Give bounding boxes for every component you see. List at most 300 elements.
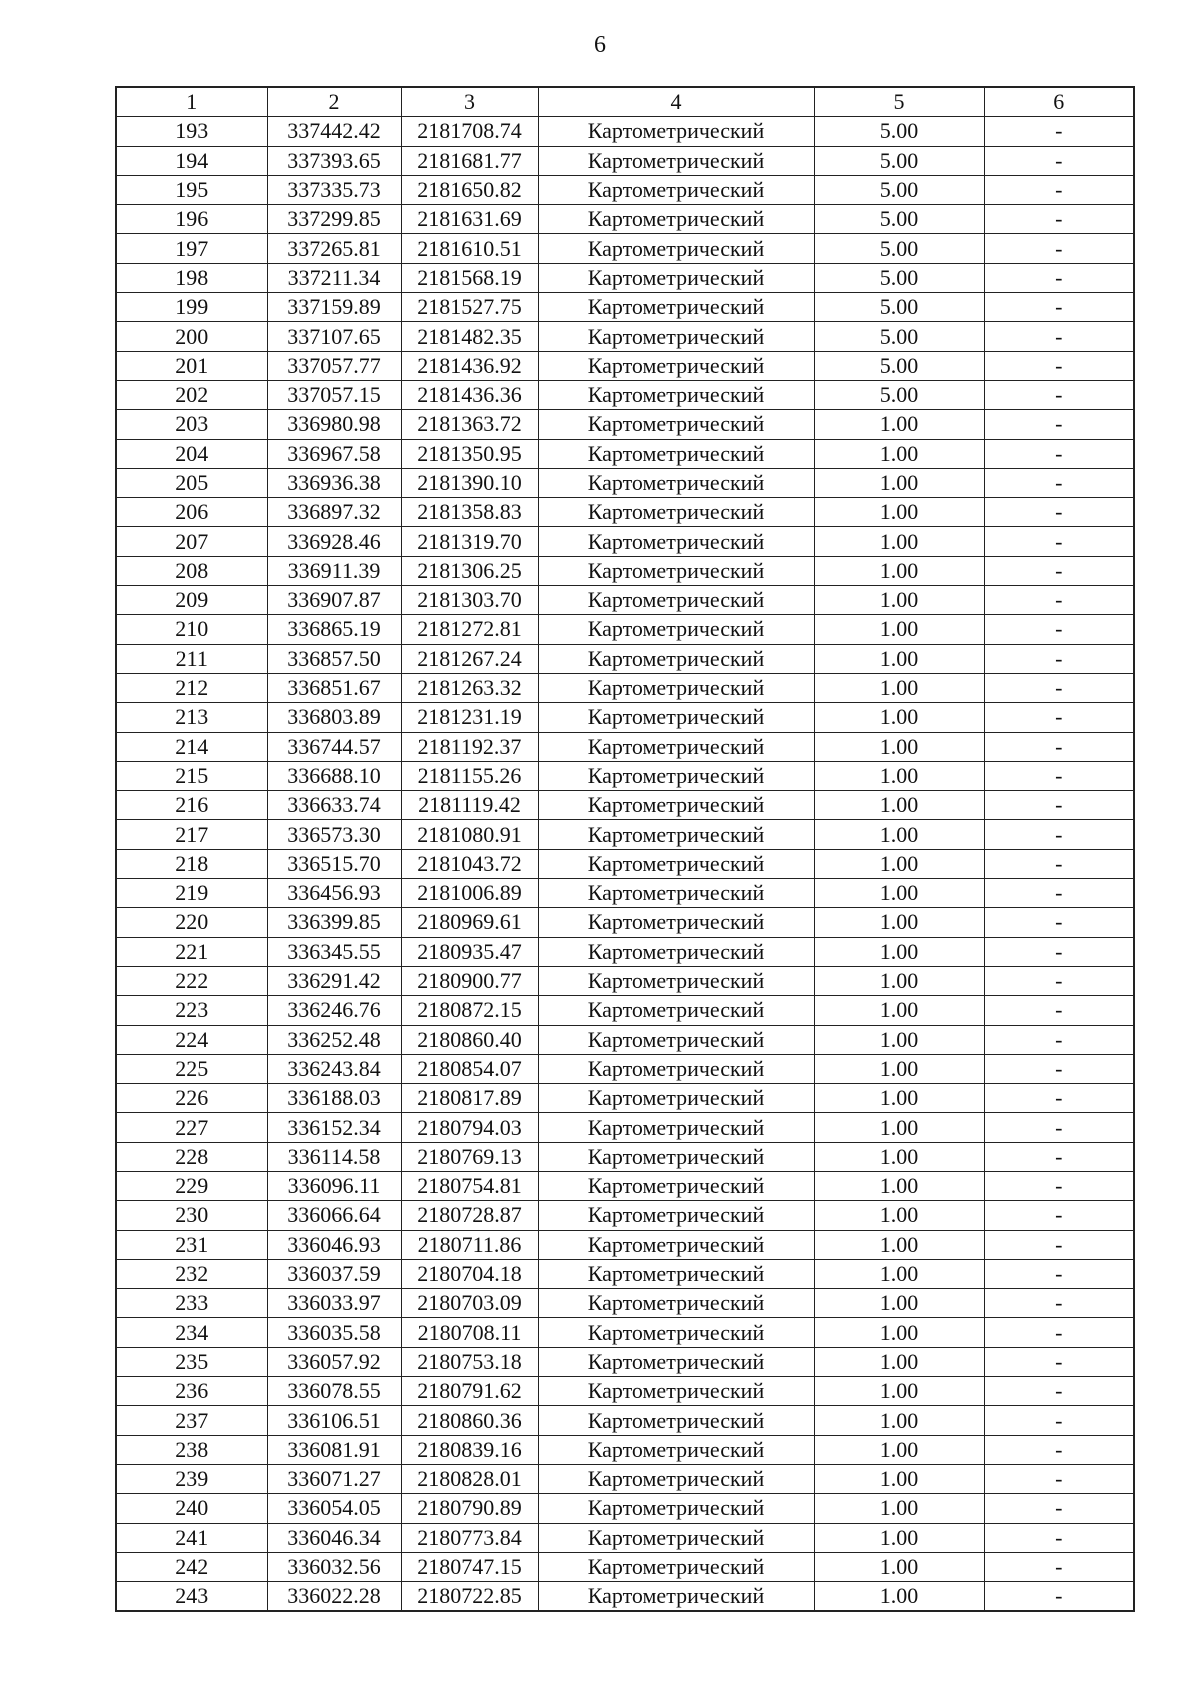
point-number-cell: 210	[116, 615, 267, 644]
method-cell: Картометрический	[538, 966, 814, 995]
method-cell: Картометрический	[538, 1582, 814, 1612]
x-coordinate-cell: 337211.34	[267, 263, 401, 292]
method-cell: Картометрический	[538, 1113, 814, 1142]
y-coordinate-cell: 2180754.81	[401, 1171, 538, 1200]
x-coordinate-cell: 336688.10	[267, 761, 401, 790]
method-cell: Картометрический	[538, 498, 814, 527]
table-row	[116, 1289, 1134, 1318]
point-number-cell: 235	[116, 1347, 267, 1376]
x-coordinate-cell: 336032.56	[267, 1552, 401, 1581]
accuracy-cell: 1.00	[814, 1113, 984, 1142]
accuracy-cell: 5.00	[814, 263, 984, 292]
y-coordinate-cell: 2181080.91	[401, 820, 538, 849]
point-number-cell: 224	[116, 1025, 267, 1054]
method-cell: Картометрический	[538, 849, 814, 878]
column-header-2: 2	[267, 87, 401, 117]
accuracy-cell: 1.00	[814, 410, 984, 439]
note-cell: -	[984, 615, 1134, 644]
point-number-cell: 242	[116, 1552, 267, 1581]
table-row	[116, 1347, 1134, 1376]
method-cell: Картометрический	[538, 1142, 814, 1171]
table-row	[116, 849, 1134, 878]
note-cell: -	[984, 1406, 1134, 1435]
table-row	[116, 468, 1134, 497]
y-coordinate-cell: 2180828.01	[401, 1464, 538, 1493]
accuracy-cell: 1.00	[814, 644, 984, 673]
coordinates-table	[115, 86, 1135, 1612]
y-coordinate-cell: 2181306.25	[401, 556, 538, 585]
accuracy-cell: 1.00	[814, 966, 984, 995]
note-cell: -	[984, 146, 1134, 175]
note-cell: -	[984, 586, 1134, 615]
note-cell: -	[984, 849, 1134, 878]
x-coordinate-cell: 336633.74	[267, 791, 401, 820]
table-row	[116, 380, 1134, 409]
table-row	[116, 820, 1134, 849]
accuracy-cell: 1.00	[814, 439, 984, 468]
y-coordinate-cell: 2181155.26	[401, 761, 538, 790]
table-row	[116, 498, 1134, 527]
y-coordinate-cell: 2180708.11	[401, 1318, 538, 1347]
point-number-cell: 233	[116, 1289, 267, 1318]
note-cell: -	[984, 908, 1134, 937]
method-cell: Картометрический	[538, 1084, 814, 1113]
y-coordinate-cell: 2181119.42	[401, 791, 538, 820]
note-cell: -	[984, 322, 1134, 351]
point-number-cell: 195	[116, 175, 267, 204]
accuracy-cell: 1.00	[814, 1230, 984, 1259]
x-coordinate-cell: 336033.97	[267, 1289, 401, 1318]
method-cell: Картометрический	[538, 996, 814, 1025]
note-cell: -	[984, 1171, 1134, 1200]
note-cell: -	[984, 820, 1134, 849]
x-coordinate-cell: 336037.59	[267, 1259, 401, 1288]
table-row	[116, 966, 1134, 995]
note-cell: -	[984, 293, 1134, 322]
x-coordinate-cell: 336897.32	[267, 498, 401, 527]
table-row	[116, 586, 1134, 615]
accuracy-cell: 1.00	[814, 1084, 984, 1113]
point-number-cell: 217	[116, 820, 267, 849]
accuracy-cell: 1.00	[814, 498, 984, 527]
note-cell: -	[984, 1552, 1134, 1581]
point-number-cell: 203	[116, 410, 267, 439]
x-coordinate-cell: 336911.39	[267, 556, 401, 585]
note-cell: -	[984, 673, 1134, 702]
table-row	[116, 1259, 1134, 1288]
x-coordinate-cell: 336066.64	[267, 1201, 401, 1230]
note-cell: -	[984, 1435, 1134, 1464]
method-cell: Картометрический	[538, 234, 814, 263]
y-coordinate-cell: 2181267.24	[401, 644, 538, 673]
note-cell: -	[984, 1113, 1134, 1142]
x-coordinate-cell: 337159.89	[267, 293, 401, 322]
y-coordinate-cell: 2180860.40	[401, 1025, 538, 1054]
y-coordinate-cell: 2180794.03	[401, 1113, 538, 1142]
y-coordinate-cell: 2180711.86	[401, 1230, 538, 1259]
method-cell: Картометрический	[538, 1347, 814, 1376]
x-coordinate-cell: 337442.42	[267, 117, 401, 146]
point-number-cell: 216	[116, 791, 267, 820]
point-number-cell: 218	[116, 849, 267, 878]
accuracy-cell: 1.00	[814, 586, 984, 615]
accuracy-cell: 5.00	[814, 175, 984, 204]
table-row	[116, 1523, 1134, 1552]
x-coordinate-cell: 336114.58	[267, 1142, 401, 1171]
point-number-cell: 220	[116, 908, 267, 937]
y-coordinate-cell: 2180900.77	[401, 966, 538, 995]
point-number-cell: 196	[116, 205, 267, 234]
accuracy-cell: 5.00	[814, 380, 984, 409]
point-number-cell: 208	[116, 556, 267, 585]
point-number-cell: 213	[116, 703, 267, 732]
accuracy-cell: 1.00	[814, 820, 984, 849]
table-row	[116, 293, 1134, 322]
table-row	[116, 1464, 1134, 1493]
accuracy-cell: 5.00	[814, 322, 984, 351]
note-cell: -	[984, 234, 1134, 263]
y-coordinate-cell: 2181263.32	[401, 673, 538, 702]
accuracy-cell: 1.00	[814, 1406, 984, 1435]
point-number-cell: 199	[116, 293, 267, 322]
method-cell: Картометрический	[538, 703, 814, 732]
x-coordinate-cell: 336054.05	[267, 1494, 401, 1523]
table-row	[116, 1054, 1134, 1083]
y-coordinate-cell: 2180704.18	[401, 1259, 538, 1288]
table-row	[116, 351, 1134, 380]
point-number-cell: 200	[116, 322, 267, 351]
y-coordinate-cell: 2180839.16	[401, 1435, 538, 1464]
y-coordinate-cell: 2180935.47	[401, 937, 538, 966]
method-cell: Картометрический	[538, 1494, 814, 1523]
y-coordinate-cell: 2180860.36	[401, 1406, 538, 1435]
method-cell: Картометрический	[538, 263, 814, 292]
x-coordinate-cell: 337265.81	[267, 234, 401, 263]
table-row	[116, 410, 1134, 439]
y-coordinate-cell: 2180791.62	[401, 1377, 538, 1406]
x-coordinate-cell: 336046.93	[267, 1230, 401, 1259]
table-row	[116, 439, 1134, 468]
accuracy-cell: 5.00	[814, 117, 984, 146]
method-cell: Картометрический	[538, 410, 814, 439]
accuracy-cell: 1.00	[814, 996, 984, 1025]
point-number-cell: 198	[116, 263, 267, 292]
y-coordinate-cell: 2181390.10	[401, 468, 538, 497]
accuracy-cell: 1.00	[814, 849, 984, 878]
x-coordinate-cell: 336152.34	[267, 1113, 401, 1142]
x-coordinate-cell: 336803.89	[267, 703, 401, 732]
accuracy-cell: 1.00	[814, 1552, 984, 1581]
x-coordinate-cell: 336865.19	[267, 615, 401, 644]
x-coordinate-cell: 336243.84	[267, 1054, 401, 1083]
accuracy-cell: 1.00	[814, 1494, 984, 1523]
accuracy-cell: 1.00	[814, 879, 984, 908]
point-number-cell: 201	[116, 351, 267, 380]
table-row	[116, 644, 1134, 673]
y-coordinate-cell: 2180817.89	[401, 1084, 538, 1113]
note-cell: -	[984, 1318, 1134, 1347]
y-coordinate-cell: 2180790.89	[401, 1494, 538, 1523]
point-number-cell: 202	[116, 380, 267, 409]
x-coordinate-cell: 336057.92	[267, 1347, 401, 1376]
x-coordinate-cell: 336096.11	[267, 1171, 401, 1200]
method-cell: Картометрический	[538, 1259, 814, 1288]
table-row	[116, 234, 1134, 263]
method-cell: Картометрический	[538, 1377, 814, 1406]
column-header-5: 5	[814, 87, 984, 117]
accuracy-cell: 1.00	[814, 1582, 984, 1612]
x-coordinate-cell: 336857.50	[267, 644, 401, 673]
note-cell: -	[984, 1054, 1134, 1083]
method-cell: Картометрический	[538, 1523, 814, 1552]
note-cell: -	[984, 527, 1134, 556]
y-coordinate-cell: 2180703.09	[401, 1289, 538, 1318]
accuracy-cell: 1.00	[814, 615, 984, 644]
table-row	[116, 1171, 1134, 1200]
method-cell: Картометрический	[538, 761, 814, 790]
y-coordinate-cell: 2180728.87	[401, 1201, 538, 1230]
note-cell: -	[984, 117, 1134, 146]
note-cell: -	[984, 263, 1134, 292]
point-number-cell: 214	[116, 732, 267, 761]
point-number-cell: 237	[116, 1406, 267, 1435]
point-number-cell: 205	[116, 468, 267, 497]
x-coordinate-cell: 336936.38	[267, 468, 401, 497]
x-coordinate-cell: 337335.73	[267, 175, 401, 204]
x-coordinate-cell: 337057.15	[267, 380, 401, 409]
table-row	[116, 1084, 1134, 1113]
note-cell: -	[984, 439, 1134, 468]
accuracy-cell: 1.00	[814, 1142, 984, 1171]
method-cell: Картометрический	[538, 820, 814, 849]
y-coordinate-cell: 2181436.36	[401, 380, 538, 409]
accuracy-cell: 1.00	[814, 1054, 984, 1083]
note-cell: -	[984, 996, 1134, 1025]
method-cell: Картометрический	[538, 1171, 814, 1200]
table-row	[116, 615, 1134, 644]
table-row	[116, 1494, 1134, 1523]
point-number-cell: 207	[116, 527, 267, 556]
note-cell: -	[984, 1523, 1134, 1552]
method-cell: Картометрический	[538, 644, 814, 673]
accuracy-cell: 1.00	[814, 1171, 984, 1200]
table-row	[116, 205, 1134, 234]
x-coordinate-cell: 336022.28	[267, 1582, 401, 1612]
point-number-cell: 234	[116, 1318, 267, 1347]
note-cell: -	[984, 966, 1134, 995]
y-coordinate-cell: 2181350.95	[401, 439, 538, 468]
point-number-cell: 227	[116, 1113, 267, 1142]
note-cell: -	[984, 703, 1134, 732]
point-number-cell: 197	[116, 234, 267, 263]
y-coordinate-cell: 2180722.85	[401, 1582, 538, 1612]
x-coordinate-cell: 336081.91	[267, 1435, 401, 1464]
accuracy-cell: 1.00	[814, 1318, 984, 1347]
x-coordinate-cell: 336456.93	[267, 879, 401, 908]
accuracy-cell: 5.00	[814, 234, 984, 263]
accuracy-cell: 5.00	[814, 205, 984, 234]
x-coordinate-cell: 336291.42	[267, 966, 401, 995]
accuracy-cell: 1.00	[814, 1259, 984, 1288]
point-number-cell: 223	[116, 996, 267, 1025]
y-coordinate-cell: 2181568.19	[401, 263, 538, 292]
table-row	[116, 1552, 1134, 1581]
point-number-cell: 231	[116, 1230, 267, 1259]
accuracy-cell: 1.00	[814, 556, 984, 585]
table-row	[116, 1406, 1134, 1435]
x-coordinate-cell: 336515.70	[267, 849, 401, 878]
table-row	[116, 703, 1134, 732]
table-row	[116, 879, 1134, 908]
accuracy-cell: 1.00	[814, 1025, 984, 1054]
method-cell: Картометрический	[538, 527, 814, 556]
method-cell: Картометрический	[538, 293, 814, 322]
method-cell: Картометрический	[538, 146, 814, 175]
point-number-cell: 209	[116, 586, 267, 615]
table-row	[116, 1230, 1134, 1259]
column-header-3: 3	[401, 87, 538, 117]
method-cell: Картометрический	[538, 673, 814, 702]
method-cell: Картометрический	[538, 1552, 814, 1581]
note-cell: -	[984, 879, 1134, 908]
method-cell: Картометрический	[538, 937, 814, 966]
table-row	[116, 1025, 1134, 1054]
method-cell: Картометрический	[538, 322, 814, 351]
accuracy-cell: 5.00	[814, 146, 984, 175]
method-cell: Картометрический	[538, 1435, 814, 1464]
point-number-cell: 194	[116, 146, 267, 175]
method-cell: Картометрический	[538, 1025, 814, 1054]
column-header-4: 4	[538, 87, 814, 117]
method-cell: Картометрический	[538, 351, 814, 380]
point-number-cell: 243	[116, 1582, 267, 1612]
y-coordinate-cell: 2180872.15	[401, 996, 538, 1025]
note-cell: -	[984, 1025, 1134, 1054]
y-coordinate-cell: 2181527.75	[401, 293, 538, 322]
method-cell: Картометрический	[538, 1318, 814, 1347]
table-row	[116, 1142, 1134, 1171]
x-coordinate-cell: 336252.48	[267, 1025, 401, 1054]
table-row	[116, 1435, 1134, 1464]
note-cell: -	[984, 468, 1134, 497]
point-number-cell: 193	[116, 117, 267, 146]
method-cell: Картометрический	[538, 1054, 814, 1083]
y-coordinate-cell: 2181363.72	[401, 410, 538, 439]
point-number-cell: 229	[116, 1171, 267, 1200]
accuracy-cell: 1.00	[814, 732, 984, 761]
point-number-cell: 206	[116, 498, 267, 527]
y-coordinate-cell: 2181681.77	[401, 146, 538, 175]
note-cell: -	[984, 205, 1134, 234]
accuracy-cell: 1.00	[814, 1377, 984, 1406]
note-cell: -	[984, 556, 1134, 585]
x-coordinate-cell: 336345.55	[267, 937, 401, 966]
point-number-cell: 219	[116, 879, 267, 908]
method-cell: Картометрический	[538, 556, 814, 585]
y-coordinate-cell: 2181192.37	[401, 732, 538, 761]
point-number-cell: 222	[116, 966, 267, 995]
note-cell: -	[984, 937, 1134, 966]
x-coordinate-cell: 336071.27	[267, 1464, 401, 1493]
method-cell: Картометрический	[538, 1464, 814, 1493]
note-cell: -	[984, 1377, 1134, 1406]
y-coordinate-cell: 2180773.84	[401, 1523, 538, 1552]
y-coordinate-cell: 2180854.07	[401, 1054, 538, 1083]
x-coordinate-cell: 336980.98	[267, 410, 401, 439]
note-cell: -	[984, 175, 1134, 204]
column-header-1: 1	[116, 87, 267, 117]
x-coordinate-cell: 336246.76	[267, 996, 401, 1025]
table-row	[116, 761, 1134, 790]
accuracy-cell: 1.00	[814, 1289, 984, 1318]
method-cell: Картометрический	[538, 1406, 814, 1435]
note-cell: -	[984, 1084, 1134, 1113]
x-coordinate-cell: 337393.65	[267, 146, 401, 175]
table-row	[116, 556, 1134, 585]
x-coordinate-cell: 337057.77	[267, 351, 401, 380]
method-cell: Картометрический	[538, 1230, 814, 1259]
accuracy-cell: 1.00	[814, 791, 984, 820]
y-coordinate-cell: 2181319.70	[401, 527, 538, 556]
table-row	[116, 1201, 1134, 1230]
table-header-row	[116, 87, 1134, 117]
y-coordinate-cell: 2181482.35	[401, 322, 538, 351]
note-cell: -	[984, 791, 1134, 820]
accuracy-cell: 1.00	[814, 703, 984, 732]
accuracy-cell: 1.00	[814, 1523, 984, 1552]
x-coordinate-cell: 337299.85	[267, 205, 401, 234]
y-coordinate-cell: 2181358.83	[401, 498, 538, 527]
table-body	[116, 117, 1134, 1612]
point-number-cell: 230	[116, 1201, 267, 1230]
note-cell: -	[984, 1289, 1134, 1318]
table-row	[116, 791, 1134, 820]
table-row	[116, 1113, 1134, 1142]
point-number-cell: 204	[116, 439, 267, 468]
table-row	[116, 1318, 1134, 1347]
note-cell: -	[984, 498, 1134, 527]
point-number-cell: 236	[116, 1377, 267, 1406]
y-coordinate-cell: 2181272.81	[401, 615, 538, 644]
method-cell: Картометрический	[538, 879, 814, 908]
accuracy-cell: 1.00	[814, 468, 984, 497]
point-number-cell: 241	[116, 1523, 267, 1552]
y-coordinate-cell: 2181303.70	[401, 586, 538, 615]
accuracy-cell: 1.00	[814, 1201, 984, 1230]
point-number-cell: 226	[116, 1084, 267, 1113]
note-cell: -	[984, 1259, 1134, 1288]
y-coordinate-cell: 2180969.61	[401, 908, 538, 937]
accuracy-cell: 1.00	[814, 761, 984, 790]
note-cell: -	[984, 1142, 1134, 1171]
y-coordinate-cell: 2181436.92	[401, 351, 538, 380]
accuracy-cell: 1.00	[814, 908, 984, 937]
method-cell: Картометрический	[538, 1289, 814, 1318]
x-coordinate-cell: 336928.46	[267, 527, 401, 556]
accuracy-cell: 1.00	[814, 1435, 984, 1464]
method-cell: Картометрический	[538, 468, 814, 497]
x-coordinate-cell: 336046.34	[267, 1523, 401, 1552]
page-number: 6	[594, 32, 606, 58]
note-cell: -	[984, 732, 1134, 761]
accuracy-cell: 1.00	[814, 1347, 984, 1376]
y-coordinate-cell: 2180747.15	[401, 1552, 538, 1581]
point-number-cell: 240	[116, 1494, 267, 1523]
table-row	[116, 263, 1134, 292]
note-cell: -	[984, 1230, 1134, 1259]
y-coordinate-cell: 2181650.82	[401, 175, 538, 204]
table-row	[116, 175, 1134, 204]
